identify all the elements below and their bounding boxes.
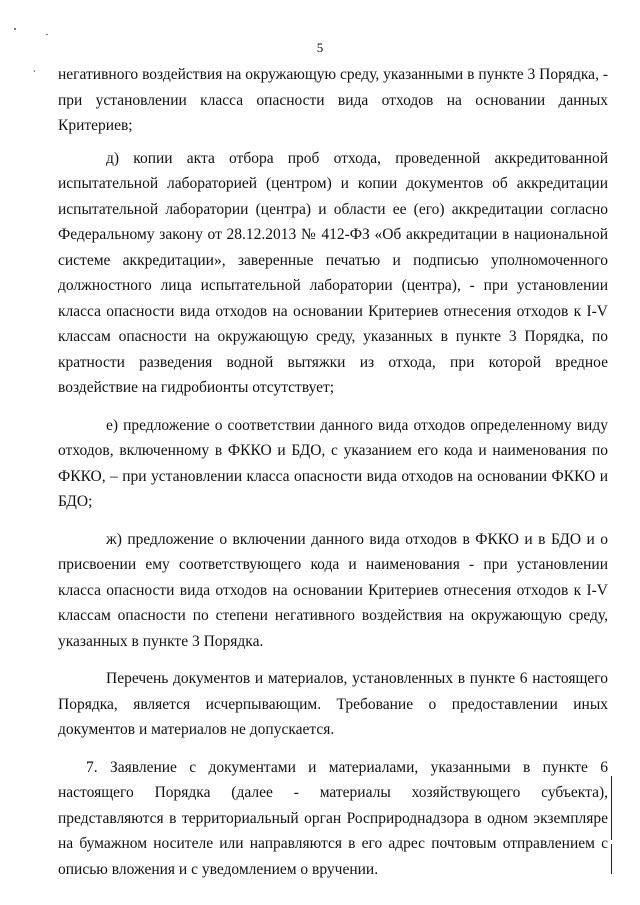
paragraph-item-e: е) предложение о соответствии данного вида отходов определенному виду отходов, включенному в ФККО и БДО, с указанием его кода и наименования по ФККО, – при установлении класса опасности вида отходов на основании ФККО и БДО; xyxy=(58,416,608,510)
scan-edge-line xyxy=(611,844,612,874)
page-number: 5 xyxy=(316,40,324,55)
scan-edge-line xyxy=(611,776,612,840)
scan-artifact xyxy=(46,34,48,35)
document-body xyxy=(58,62,608,894)
scan-artifact xyxy=(14,28,16,30)
paragraph-item-zh: ж) предложение о включении данного вида отходов в ФККО и в БДО и о присвоении ему соответствующего кода и наименования - при установлении класса опасности вида отходов на основании Критериев отнесения отходов к I-V классам опасности по степени негативного воздействия на окружающую среду, указанных в пункте 3 Порядка. xyxy=(58,530,608,650)
paragraph-item-d: д) копии акта отбора проб отхода, проведенной аккредитованной испытательной лабораторией (центром) и копии документов об аккредитации испытательной лаборатории (центра) и области ее (его) аккредитации согласно Федеральному закону от 28.12.2013 № 412-ФЗ «Об аккредитации в национальной системе аккредитации», заверенные печатью и подписью уполномоченного должностного лица испытательной лаборатории (центра), - при установлении класса опасности вида отходов на основании Критериев отнесения отходов к I-V классам опасности на окружающую среду, указанных в пункте 3 Порядка, по кратности разведения водной вытяжки из отхода, при которой вредное воздействие на гидробионты отсутствует; xyxy=(58,149,608,396)
scan-artifact xyxy=(34,70,35,72)
paragraph-exhaustive-list: Перечень документов и материалов, установленных в пункте 6 настоящего Порядка, является исчерпывающим. Требование о предоставлении иных документов и материалов не допускается. xyxy=(58,670,608,738)
paragraph-continuation: негативного воздействия на окружающую среду, указанными в пункте 3 Порядка, - при установлении класса опасности вида отходов на основании данных Критериев; xyxy=(58,66,608,134)
paragraph-item-7: 7. Заявление с документами и материалами, указанными в пункте 6 настоящего Порядка (далее - материалы хозяйствующего субъекта), представляются в территориальный орган Росприроднадзора в одном экземпляре на бумажном носителе или направляются в его адрес почтовым отправлением с описью вложения и с уведомлением о вручении. xyxy=(58,758,608,878)
